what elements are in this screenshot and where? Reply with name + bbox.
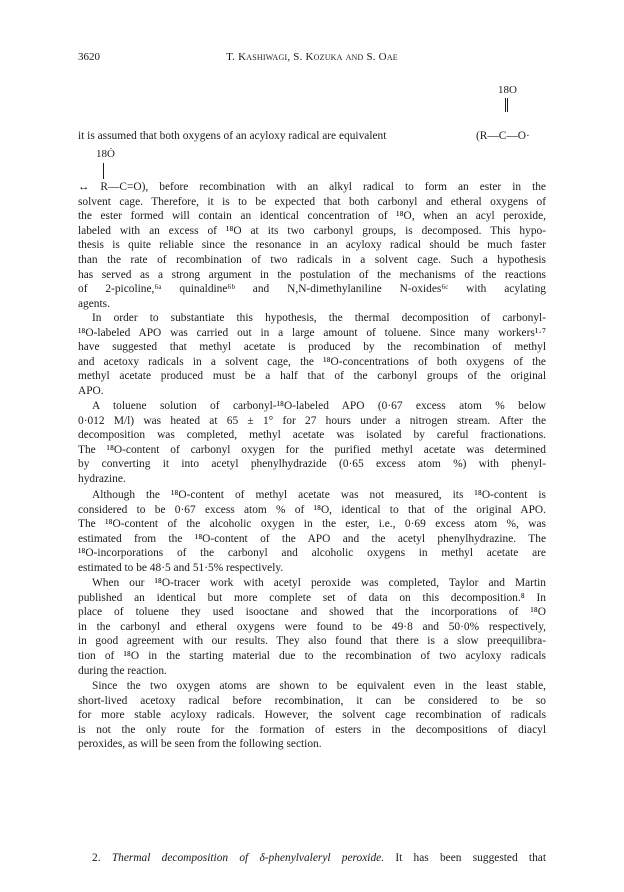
page-header: [78, 51, 546, 67]
running-head: T. Kashiwagi, S. Kozuka and S. Oae: [226, 51, 398, 63]
paragraph-4-line: ¹⁸O-incorporations of the carbonyl and alcoholic oxygens in methyl acetate are: [78, 547, 546, 560]
paragraph-5-line: in the carbonyl and etheral oxygens were found to be 49·8 and 50·0% respectively,: [78, 620, 546, 633]
paragraph-4: [78, 488, 546, 576]
paragraph-6-line: is not the only route for the formation of esters in the decompositions of diacyl: [78, 723, 546, 736]
paragraph-5-line: place of toluene they used isooctane and showed that the incorporations of ¹⁸O: [78, 606, 546, 619]
paragraph-3: [78, 399, 546, 487]
paragraph-1-line: agents.: [78, 297, 110, 310]
paragraph-5-line: during the reaction.: [78, 664, 167, 677]
paragraph-5-line: tion of ¹⁸O in the starting material due to the recombination of two acyloxy radicals: [78, 649, 546, 662]
paragraph-4-line: considered to be 0·67 excess atom % of ¹⁸O, identical to that of the original APO.: [78, 503, 546, 516]
paragraph-2-line: have suggested that methyl acetate is produced by the recombination of methyl: [78, 341, 546, 354]
section-continuation: It has been suggested that: [395, 852, 546, 864]
paragraph-4-line: estimated from the ¹⁸O-content of the APO and the acetyl phenylhydrazine. The: [78, 532, 546, 545]
paragraph-2-line: ¹⁸O-labeled APO was carried out in a large amount of toluene. Since many workers¹·⁷: [78, 326, 546, 339]
structure-top-isotope: 18O: [498, 84, 517, 96]
section-title: Thermal decomposition of δ-phenylvaleryl peroxide.: [111, 852, 385, 864]
paragraph-1-line: of 2-picoline,⁶ᵃ quinaldine⁶ᵇ and N,N-dimethylaniline N-oxides⁶ᶜ with acylating: [78, 283, 546, 296]
paragraph-3-line: by converting it into acetyl phenylhydrazide (0·65 excess atom %) with phenyl-: [78, 458, 546, 471]
paragraph-1-line: the ester formed will contain an identical concentration of ¹⁸O, when an acyl peroxide,: [78, 210, 546, 223]
paragraph-4-line: Although the ¹⁸O-content of methyl acetate was not measured, its ¹⁸O-content is: [92, 489, 546, 501]
paragraph-3-line: The ¹⁸O-content of carbonyl oxygen for the purified methyl acetate was determined: [78, 443, 546, 456]
paragraph-2: [78, 311, 546, 399]
paragraph-1-line: than the rate of recombination of two radicals in a solvent cage. Such a hypothesis: [78, 253, 546, 266]
lead-line-text: it is assumed that both oxygens of an acyloxy radical are equivalent: [78, 130, 387, 142]
paragraph-2-line: methyl acetate produced must be a half that of the carbonyl groups of the original: [78, 370, 546, 383]
paragraph-2-line: and acetoxy radicals in a solvent cage, the ¹⁸O-concentrations of both oxygens of the: [78, 355, 546, 368]
paragraph-6-line: for more stable acyloxy radicals. However, the solvent cage recombination of radicals: [78, 709, 546, 722]
single-bond-mark: [103, 163, 104, 179]
section-heading: [92, 852, 546, 864]
paragraph-3-line: hydrazine.: [78, 472, 126, 485]
paragraph-4-line: The ¹⁸O-content of the alcoholic oxygen in the ester, i.e., 0·69 excess atom %, was: [78, 518, 546, 531]
paragraph-6-line: short-lived acetoxy radical before recombination, it can be considered to be so: [78, 694, 546, 707]
paragraph-4-line: estimated to be 48·5 and 51·5% respectively.: [78, 561, 284, 574]
paragraph-3-line: decomposition was completed, methyl acetate was isolated by careful fractionations.: [78, 429, 546, 442]
structure-mid-isotope: 18Ȯ: [96, 148, 115, 160]
paragraph-1: [78, 180, 546, 311]
paragraph-1-line: has served as a strong argument in the postulation of the mechanisms of the reactions: [78, 268, 546, 281]
paragraph-3-line: 0·012 M/l) was heated at 65 ± 1° for 27 hours under a nitrogen stream. After the: [78, 414, 546, 427]
paragraph-1-line: labeled with an excess of ¹⁸O at its two carbonyl groups, is decomposed. This hypo-: [78, 224, 546, 237]
paragraph-6: [78, 679, 546, 752]
double-bond-mark: [505, 98, 508, 112]
paragraph-1-line: solvent cage. Therefore, it is to be expected that both carbonyl and etheral oxygens of: [78, 195, 546, 208]
section-number: 2.: [92, 852, 101, 864]
structure-top-formula: (R—C—O·: [476, 130, 530, 142]
paragraph-5: [78, 576, 546, 678]
paragraph-5-line: in good agreement with our results. They also found that there is a slow preequilibra-: [78, 635, 546, 648]
paragraph-3-line: A toluene solution of carbonyl-¹⁸O-labeled APO (0·67 excess atom % below: [92, 400, 546, 412]
paragraph-5-line: When our ¹⁸O-tracer work with acetyl peroxide was completed, Taylor and Martin: [92, 577, 546, 589]
paragraph-2-line: APO.: [78, 384, 104, 397]
paragraph-5-line: published an identical but more complete set of data on this decomposition.⁸ In: [78, 591, 546, 604]
paragraph-2-line: In order to substantiate this hypothesis, the thermal decomposition of carbonyl-: [92, 312, 546, 324]
paragraph-1-line: ↔ R—C=O), before recombination with an alkyl radical to form an ester in the: [78, 181, 546, 193]
paragraph-1-line: thesis is quite reliable since the resonance in an acyloxy radical should be much faster: [78, 239, 546, 252]
page-number: 3620: [78, 51, 100, 63]
lead-line: [78, 129, 546, 144]
paragraph-6-line: peroxides, as will be seen from the following section.: [78, 738, 322, 751]
paragraph-6-line: Since the two oxygen atoms are shown to be equivalent even in the least stable,: [92, 680, 546, 692]
